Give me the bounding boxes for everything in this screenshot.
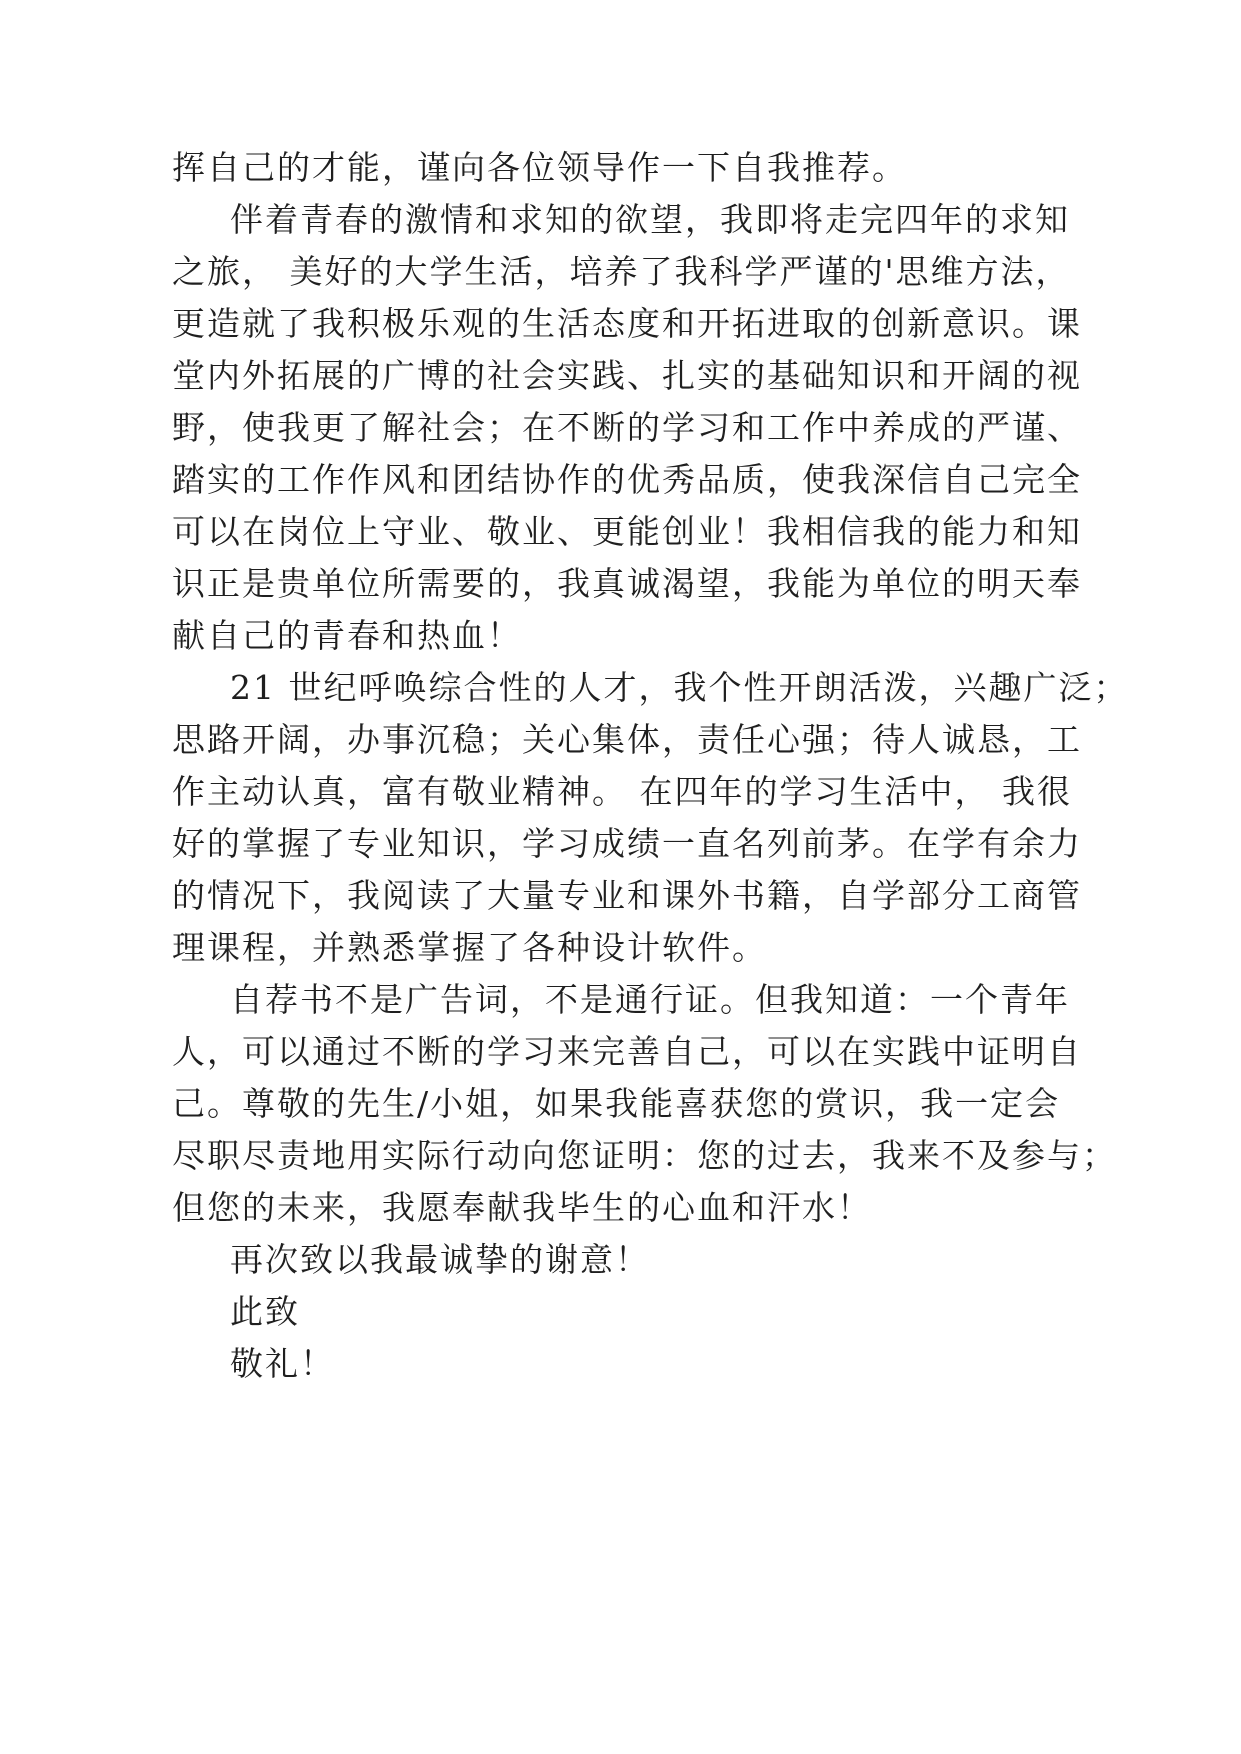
text-line: 但您的未来，我愿奉献我毕生的心血和汗水！	[172, 1188, 872, 1227]
text-line: 尽职尽责地用实际行动向您证明：您的过去，我来不及参与；	[172, 1136, 1117, 1175]
closing-salutation-1: 此致	[230, 1292, 300, 1331]
text-line: 更造就了我积极乐观的生活态度和开拓进取的创新意识。课	[172, 304, 1082, 343]
text-line: 献自己的青春和热血！	[172, 616, 522, 655]
text-line: 野，使我更了解社会；在不断的学习和工作中养成的严谨、	[172, 408, 1082, 447]
text-line: 人，可以通过不断的学习来完善自己，可以在实践中证明自	[172, 1032, 1082, 1071]
text-line: 堂内外拓展的广博的社会实践、扎实的基础知识和开阔的视	[172, 356, 1082, 395]
text-line: 挥自己的才能，谨向各位领导作一下自我推荐。	[172, 148, 907, 187]
text-line: 的情况下，我阅读了大量专业和课外书籍，自学部分工商管	[172, 876, 1082, 915]
text-line: 己。尊敬的先生/小姐，如果我能喜获您的赏识，我一定会	[172, 1084, 1061, 1123]
text-line: 踏实的工作作风和团结协作的优秀品质，使我深信自己完全	[172, 460, 1082, 499]
closing-thanks: 再次致以我最诚挚的谢意！	[230, 1240, 650, 1279]
text-line: 自荐书不是广告词，不是通行证。但我知道：一个青年	[230, 980, 1070, 1019]
text-line: 理课程，并熟悉掌握了各种设计软件。	[172, 928, 767, 967]
closing-salutation-2: 敬礼！	[230, 1344, 335, 1383]
text-line: 可以在岗位上守业、敬业、更能创业！我相信我的能力和知	[172, 512, 1082, 551]
text-line: 之旅， 美好的大学生活，培养了我科学严谨的'思维方法，	[172, 252, 1071, 291]
text-line: 21 世纪呼唤综合性的人才，我个性开朗活泼，兴趣广泛；	[230, 668, 1129, 707]
text-line: 识正是贵单位所需要的，我真诚渴望，我能为单位的明天奉	[172, 564, 1082, 603]
text-line: 好的掌握了专业知识，学习成绩一直名列前茅。在学有余力	[172, 824, 1082, 863]
text-line: 作主动认真，富有敬业精神。 在四年的学习生活中， 我很	[172, 772, 1072, 811]
text-line: 思路开阔，办事沉稳；关心集体，责任心强；待人诚恳，工	[172, 720, 1082, 759]
text-line: 伴着青春的激情和求知的欲望，我即将走完四年的求知	[230, 200, 1070, 239]
